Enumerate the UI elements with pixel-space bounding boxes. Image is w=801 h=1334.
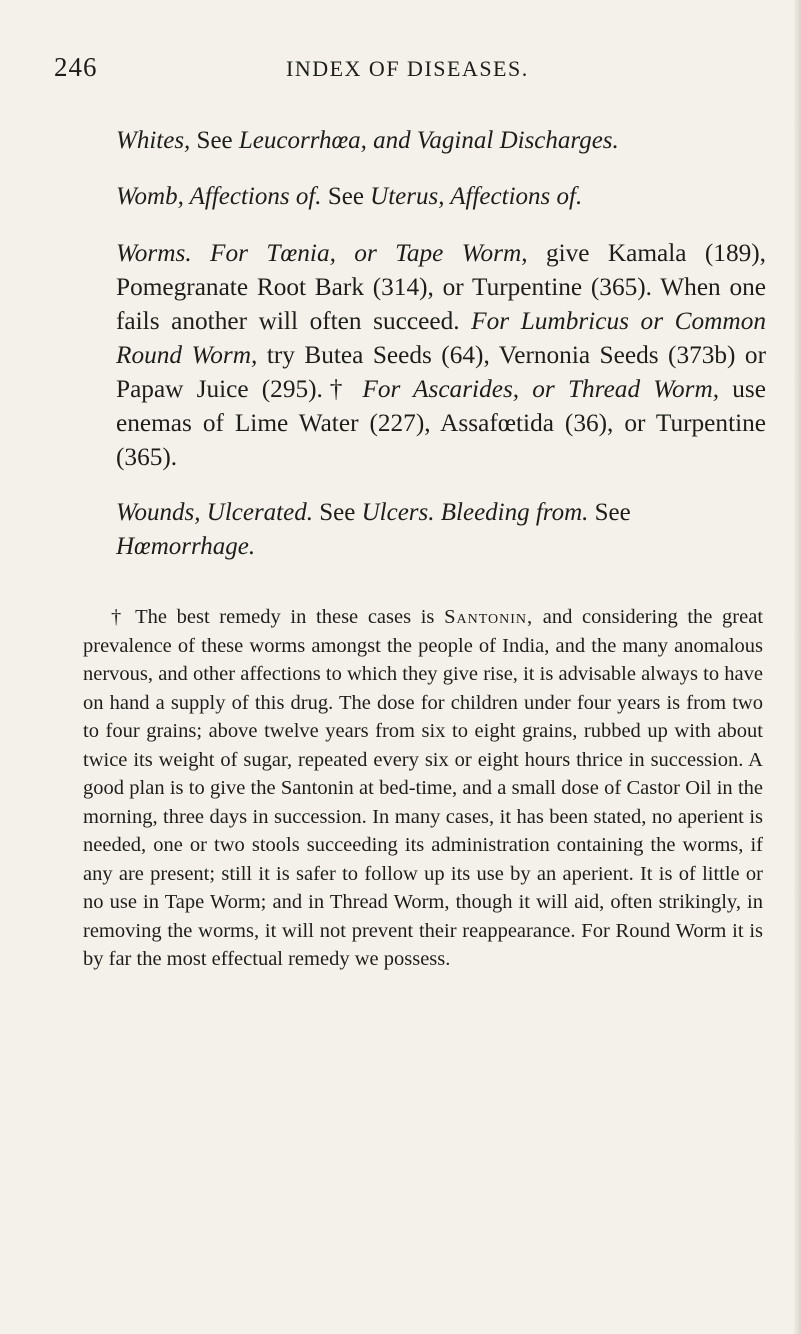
entry-term: Wounds, Ulcerated. — [116, 499, 313, 526]
entry-term: Worms. — [116, 239, 192, 267]
footnote-lead: The best remedy in these cases is — [135, 606, 435, 628]
entry-worms — [116, 236, 766, 474]
see-word: See — [196, 127, 233, 154]
see-word: See — [327, 183, 364, 210]
page-number: 246 — [54, 52, 98, 82]
entry-term: Whites, — [116, 127, 191, 154]
entry-womb — [116, 180, 761, 214]
haemorrhage-ref: Hœmorrhage. — [116, 533, 256, 560]
thread-worm-label: For Ascarides, or Thread Worm, — [362, 375, 720, 403]
thread-worm-text: use enemas of Lime Water (227), Assafœtida (36), or Turpentine (365). — [116, 375, 766, 471]
bleeding-ref: Bleeding from. — [440, 499, 589, 526]
see-word: See — [319, 499, 356, 526]
round-worm-text: try Butea Seeds (64), Vernonia Seeds (373b) or Papaw Juice (295).† — [116, 341, 766, 403]
ulcers-ref: Ulcers. — [361, 499, 435, 526]
drug-name: Santonin, — [444, 606, 534, 628]
entry-whites — [116, 124, 761, 158]
dagger-mark: † — [111, 606, 126, 628]
see-word: See — [594, 499, 631, 526]
page-edge — [794, 0, 801, 1334]
tape-worm-label: For Tœnia, or Tape Worm, — [210, 239, 528, 267]
round-worm-label: For Lumbricus or Common Round Worm, — [116, 307, 766, 369]
tape-worm-text: give Kamala (189), Pomegranate Root Bark (314), or Turpentine (365). When one fails another will often succeed. — [116, 239, 767, 335]
entry-refs: Leucorrhœa, and Vaginal Discharges. — [238, 127, 619, 154]
entry-term: Womb, Affections of. — [116, 183, 322, 210]
entry-wounds — [116, 496, 766, 564]
running-head: INDEX OF DISEASES. — [286, 56, 529, 81]
entry-refs: Uterus, Affections of. — [370, 183, 583, 210]
footnote-body: and considering the great prevalence of these worms amongst the people of India, and the many anomalous nervous, and other affections to which they give rise, it is advisable always to have on hand a supply of this drug. The dose for children under four years is from two to four grains; above twelve years from six to eight grains, rubbed up with about twice its weight of sugar, repeated every six or eight hours thrice in succession. A good plan is to give the Santonin at bed-time, and a small dose of Castor Oil in the morning, three days in succession. In many cases, it has been stated, no aperient is needed, one or two stools succeeding its administration containing the worms, if any are present; still it is safer to follow up its use by an aperient. It is of little or no use in Tape Worm; and in Thread Worm, though it will aid, often strikingly, in removing the worms, it will not prevent their reappearance. For Round Worm it is by far the most effectual remedy we possess. — [83, 606, 764, 970]
footnote — [83, 603, 763, 974]
page-header — [54, 52, 744, 92]
footnote-paragraph — [83, 603, 763, 974]
